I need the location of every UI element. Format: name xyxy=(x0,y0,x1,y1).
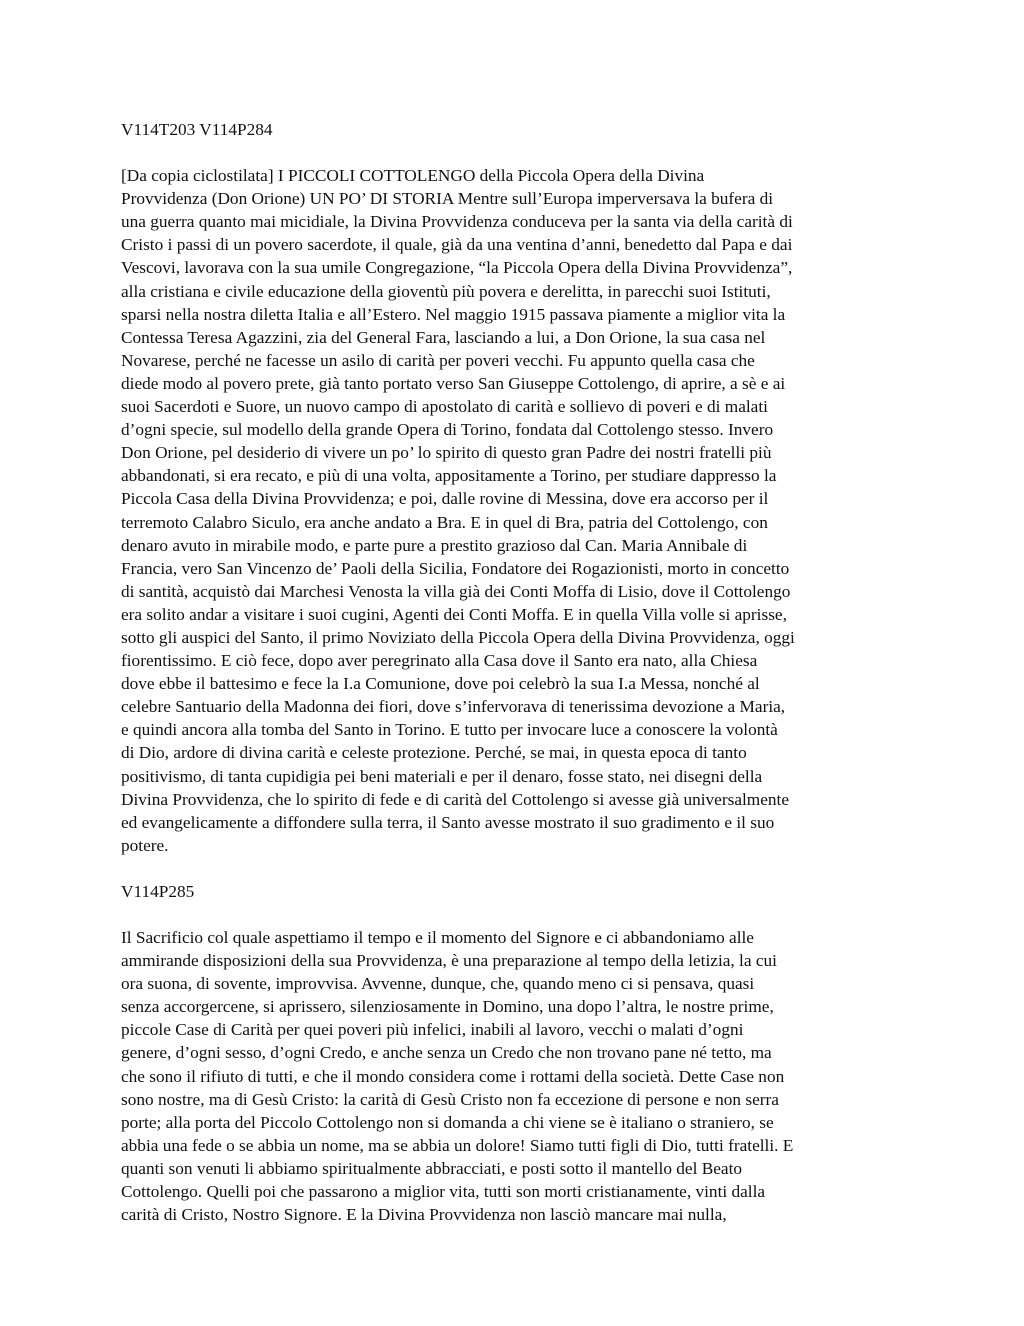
text-line: positivismo, di tanta cupidigia pei beni materiali e per il denaro, fosse stato, nei disegni della xyxy=(121,766,763,786)
text-line: Don Orione, pel desiderio di vivere un po’ lo spirito di questo gran Padre dei nostri fratelli più xyxy=(121,443,772,463)
text-line: Vescovi, lavorava con la sua umile Congregazione, “la Piccola Opera della Divina Provvidenza”, xyxy=(121,258,793,278)
text-line: d’ogni specie, sul modello della grande Opera di Torino, fondata dal Cottolengo stesso. Invero xyxy=(121,420,774,440)
text-line: suoi Sacerdoti e Suore, un nuovo campo di apostolato di carità e sollievo di poveri e di malati xyxy=(121,397,768,417)
text-line: abbandonati, si era recato, e più di una volta, appositamente a Torino, per studiare dappresso la xyxy=(121,466,777,486)
text-line: [Da copia ciclostilata] I PICCOLI COTTOLENGO della Piccola Opera della Divina xyxy=(121,166,705,186)
text-line: che sono il rifiuto di tutti, e che il mondo considera come i rottami della società. Dette Case non xyxy=(121,1066,785,1086)
paragraph-1 xyxy=(121,164,911,857)
text-line: sotto gli auspici del Santo, il primo Noviziato della Piccola Opera della Divina Provvidenza, oggi xyxy=(121,627,795,647)
text-line: una guerra quanto mai micidiale, la Divina Provvidenza conduceva per la santa via della carità di xyxy=(121,212,793,232)
text-line: sono nostre, ma di Gesù Cristo: la carità di Gesù Cristo non fa eccezione di persone e non serra xyxy=(121,1089,779,1109)
text-line: piccole Case di Carità per quei poveri più infelici, inabili al lavoro, vecchi o malati d’ogni xyxy=(121,1020,744,1040)
text-line: e quindi ancora alla tomba del Santo in Torino. E tutto per invocare luce a conoscere la volontà xyxy=(121,720,778,740)
text-line: ammirande disposizioni della sua Provvidenza, è una preparazione al tempo della letizia, la cui xyxy=(121,951,777,971)
text-line: ed evangelicamente a diffondere sulla terra, il Santo avesse mostrato il suo gradimento e il suo xyxy=(121,812,775,832)
text-line: quanti son venuti li abbiamo spiritualmente abbracciati, e posti sotto il mantello del Beato xyxy=(121,1158,743,1178)
paragraph-2 xyxy=(121,926,911,1226)
text-line: Contessa Teresa Agazzini, zia del General Fara, lasciando a lui, a Don Orione, la sua casa nel xyxy=(121,327,766,347)
text-line: terremoto Calabro Siculo, era anche andato a Bra. E in quel di Bra, patria del Cottolengo, con xyxy=(121,512,768,532)
text-line: era solito andar a visitare i suoi cugini, Agenti dei Conti Moffa. E in quella Villa volle si aprisse, xyxy=(121,604,787,624)
text-line: potere. xyxy=(121,835,169,855)
text-line: genere, d’ogni sesso, d’ogni Credo, e anche senza un Credo che non trovano pane né tetto, ma xyxy=(121,1043,772,1063)
text-line: Divina Provvidenza, che lo spirito di fede e di carità del Cottolengo si avesse già universalmente xyxy=(121,789,790,809)
text-line: ora suona, di sovente, improvvisa. Avvenne, dunque, che, quando meno ci si pensava, quasi xyxy=(121,974,755,994)
text-line: carità di Cristo, Nostro Signore. E la Divina Provvidenza non lasciò mancare mai nulla, xyxy=(121,1205,727,1225)
document-header: V114T203 V114P284 xyxy=(121,120,273,139)
text-line: Cristo i passi di un povero sacerdote, il quale, già da una ventina d’anni, benedetto dal Papa e dai xyxy=(121,235,793,255)
paragraph-gap xyxy=(121,141,911,164)
text-line: Francia, vero San Vincenzo de’ Paoli della Sicilia, Fondatore dei Rogazionisti, morto in concetto xyxy=(121,558,790,578)
text-line: Cottolengo. Quelli poi che passarono a miglior vita, tutti son morti cristianamente, vinti dalla xyxy=(121,1182,766,1202)
text-line: diede modo al povero prete, già tanto portato verso San Giuseppe Cottolengo, di aprire, a sè e ai xyxy=(121,373,786,393)
text-line: Il Sacrificio col quale aspettiamo il tempo e il momento del Signore e ci abbandoniamo alle xyxy=(121,928,754,947)
text-line: abbia una fede o se abbia un nome, ma se abbia un dolore! Siamo tutti figli di Dio, tutti fratelli. E xyxy=(121,1135,794,1155)
text-line: di santità, acquistò dai Marchesi Venosta la villa già dei Conti Moffa di Lisio, dove il Cottolengo xyxy=(121,581,791,601)
text-line: sparsi nella nostra diletta Italia e all’Estero. Nel maggio 1915 passava piamente a miglior vita la xyxy=(121,304,786,324)
text-line: dove ebbe il battesimo e fece la I.a Comunione, dove poi celebrò la sua I.a Messa, nonché al xyxy=(121,674,760,694)
text-line: fiorentissimo. E ciò fece, dopo aver peregrinato alla Casa dove il Santo era nato, alla Chiesa xyxy=(121,651,758,671)
text-line: Novarese, perché ne facesse un asilo di carità per poveri vecchi. Fu appunto quella casa che xyxy=(121,350,755,370)
text-line: porte; alla porta del Piccolo Cottolengo non si domanda a chi viene se è italiano o straniero, se xyxy=(121,1112,774,1132)
page-marker: V114P285 xyxy=(121,881,195,901)
text-line: di Dio, ardore di divina carità e celeste protezione. Perché, se mai, in questa epoca di tanto xyxy=(121,743,747,763)
text-line: Provvidenza (Don Orione) UN PO’ DI STORIA Mentre sull’Europa imperversava la bufera di xyxy=(121,189,774,209)
text-line: denaro avuto in mirabile modo, e parte pure a prestito grazioso dal Can. Maria Annibale di xyxy=(121,535,748,555)
text-line: celebre Santuario della Madonna dei fiori, dove s’infervorava di tenerissima devozione a Maria, xyxy=(121,697,786,717)
paragraph-gap xyxy=(121,857,911,880)
text-line: senza accorgercene, si aprissero, silenziosamente in Domino, una dopo l’altra, le nostre prime, xyxy=(121,997,774,1017)
text-line: Piccola Casa della Divina Provvidenza; e poi, dalle rovine di Messina, dove era accorso per il xyxy=(121,489,769,509)
paragraph-gap xyxy=(121,903,911,926)
text-line: alla cristiana e civile educazione della gioventù più povera e derelitta, in parecchi suoi Istituti, xyxy=(121,281,771,301)
document-page xyxy=(121,118,911,1226)
